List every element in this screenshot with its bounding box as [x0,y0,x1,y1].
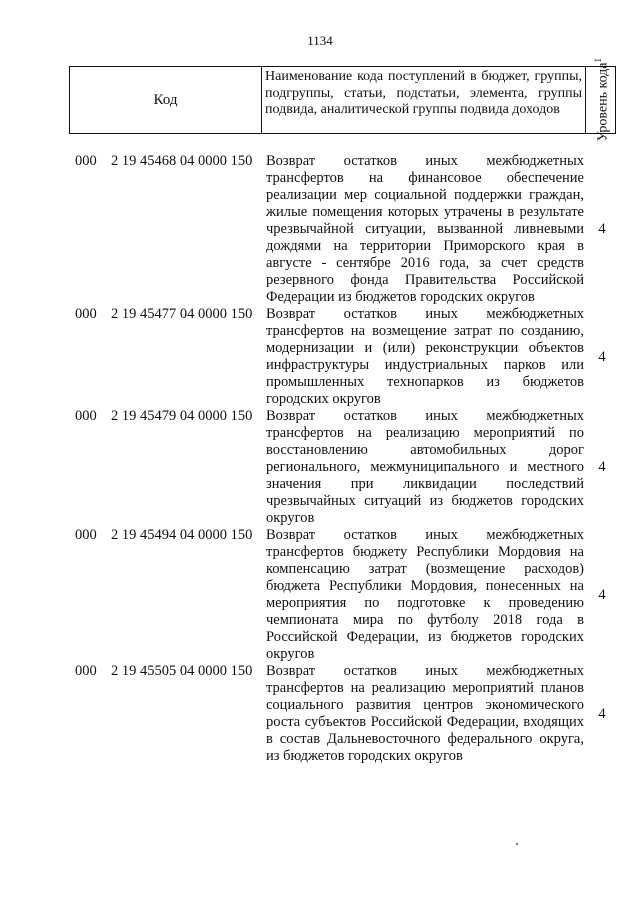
row-level: 4 [598,348,606,365]
page-number: 1134 [307,33,333,48]
row-level: 4 [598,221,606,237]
table-row [0,153,640,306]
scan-speck [516,843,518,845]
row-name: Возврат остатков иных межбюджетных трансфертов на возмещение затрат по созданию, модернизации и (или) реконструкции объектов инфраструктуры индустриальных парков или промышленных технопарков из бюджетов городских округов [266,306,584,407]
row-level: 4 [598,586,606,603]
row-prefix: 000 [75,153,97,169]
row-code: 2 19 45494 04 0000 150 [111,527,253,543]
row-name: Возврат остатков иных межбюджетных трансфертов на финансовое обеспечение реализации мер социальной поддержки граждан, жилые помещения которых утрачены в результате чрезвычайной ситуации, вызванной ливневыми дождями на территории Приморского края в августе - сентябре 2016 года, за счет средств резервного фонда Правительства Российской Федерации из бюджетов городских округов [266,153,584,305]
row-prefix: 000 [75,663,97,679]
table-row [0,408,640,527]
row-name: Возврат остатков иных межбюджетных трансфертов на реализацию мероприятий по восстановлению автомобильных дорог регионального, межмуниципального и местного значения при ликвидации последствий чрезвычайных ситуаций из бюджетов городских округов [266,408,584,526]
row-code: 2 19 45468 04 0000 150 [111,153,253,169]
row-level: 4 [598,459,606,475]
header-code-cell [70,67,262,133]
table-row [0,527,640,663]
row-code: 2 19 45505 04 0000 150 [111,663,253,679]
header-code-label: Код [153,91,178,108]
row-prefix: 000 [75,527,97,543]
row-prefix: 000 [75,408,97,424]
row-level: 4 [598,705,606,722]
table-row [0,663,640,765]
row-name: Возврат остатков иных межбюджетных трансфертов бюджету Республики Мордовия на компенсацию затрат (возмещение расходов) бюджета Республики Мордовия, понесенных на мероприятия по подготовке к проведению чемпионата мира по футболу 2018 года в Российской Федерации, из бюджетов городских округов [266,527,584,662]
header-name-cell [262,67,586,133]
header-level-cell [586,58,615,142]
table-row [0,306,640,408]
table-header [69,58,616,142]
classification-rows [0,153,640,765]
header-level-label: Уровень кода [595,62,611,142]
row-code: 2 19 45479 04 0000 150 [111,408,253,424]
row-name: Возврат остатков иных межбюджетных трансфертов на реализацию мероприятий планов социального развития центров экономического роста субъектов Российской Федерации, входящих в состав Дальневосточного федерального округа, из бюджетов городских округов [266,663,584,764]
header-name-label: Наименование кода поступлений в бюджет, группы, подгруппы, статьи, подстатьи, элемента, группы подвида, аналитической группы подвида доходов [265,69,582,117]
header-level-footnote: 1 [592,58,603,63]
row-prefix: 000 [75,306,97,322]
header-level-wrap [591,58,611,141]
row-code: 2 19 45477 04 0000 150 [111,306,253,322]
